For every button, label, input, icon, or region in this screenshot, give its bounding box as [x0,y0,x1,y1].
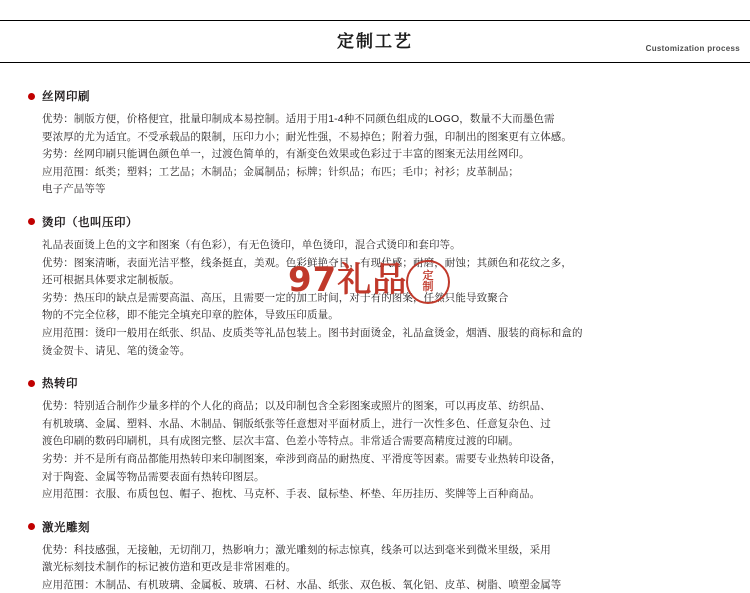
section-heading [28,375,720,391]
section-paragraph: 优势：特别适合制作少量多样的个人化的商品；以及印制包含全彩图案或照片的图案，可以再皮革、纺织品、 [42,400,551,413]
bullet-icon [28,380,35,387]
page-title: 定制工艺 [337,32,413,51]
section-paragraph: 要浓厚的尤为适宜。不受承载品的限制，压印力小；耐光性强，不易掉色；附着力强，印制出的图案更有立体感。 [42,130,572,143]
bullet-icon [28,218,35,225]
section-title: 热转印 [42,378,78,391]
section-silkscreen [28,88,720,198]
page-subtitle: Customization process [645,44,740,53]
section-hot-stamping [28,214,720,359]
section-title: 激光雕刻 [42,521,90,534]
section-paragraph: 优势：制版方便，价格便宜，批量印制成本易控制。适用于用1-4种不同颜色组成的LOGO，数量不大而墨色需 [42,113,555,125]
watermark-seal-line2: 制 [422,281,434,293]
section-paragraph: 优势：科技感强，无接触，无切削刀，热影响力；激光雕刻的标志惊真，线条可以达到毫米到微米里级，采用 [42,543,551,556]
section-paragraph: 应用范围：木制品、有机玻璃、金属板、玻璃、石材、水晶、纸张、双色板、氧化铝、皮革、树脂、喷塑金属等 [42,578,562,591]
section-paragraph: 应用范围：衣服、布质包包、帽子、抱枕、马克杯、手表、鼠标垫、杯垫、年历挂历、奖牌等上百种商品。 [42,488,541,501]
section-heading [28,519,720,535]
section-paragraph: 激光标刻技术制作的标记被仿造和更改是非常困难的。 [42,561,297,574]
section-heading [28,88,720,104]
section-paragraph: 对于陶瓷、金属等物品需要表面有热转印图层。 [42,470,265,483]
section-laser-engraving [28,519,720,593]
section-paragraph: 应用范围：纸类；塑料；工艺品；木制品；金属制品；标牌；针织品；布匹；毛巾；衬衫；皮革制品； [42,165,519,178]
section-paragraph: 劣势：热压印的缺点是需要高温、高压，且需要一定的加工时间，对于有的图案，任然只能导致聚合 [42,291,509,304]
section-paragraph: 应用范围：烫印一般用在纸张、织品、皮质类等礼品包装上。图书封面烫金，礼品盒烫金，烟酒、服装的商标和盒的 [42,326,583,339]
document-content [0,88,750,593]
bullet-icon [28,93,35,100]
watermark-text: 97礼品 [288,260,408,300]
section-title: 丝网印刷 [42,91,90,103]
section-paragraph: 劣势：丝网印刷只能调色颜色单一，过渡色简单的，有渐变色效果或色彩过于丰富的图案无法用丝网印。 [42,148,530,161]
section-paragraph: 有机玻璃、金属、塑料、水晶、木制品、铜版纸张等任意想对平面材质上，进行一次性多色、任意复杂色、过 [42,417,551,430]
section-title: 烫印（也叫压印） [42,216,138,229]
section-paragraph: 渡色印刷的数码印刷机，具有成图完整、层次丰富、色差小等特点。非常适合需要高精度过渡的印刷。 [42,435,519,448]
section-paragraph: 电子产品等等 [42,183,106,196]
section-paragraph: 烫金贺卡、请见、笔的烫金等。 [42,344,191,357]
section-paragraph: 劣势：并不是所有商品都能用热转印来印制图案，牵涉到商品的耐热度、平滑度等因素。需要专业热转印设备， [42,452,562,465]
section-heat-transfer [28,375,720,503]
watermark-seal-line1: 定 [422,270,434,282]
header-top-rule [0,20,750,21]
section-paragraph: 还可根据具体要求定制板版。 [42,274,180,287]
bullet-icon [28,523,35,530]
document-header [0,0,750,66]
section-paragraph: 物的不完全位移，即不能完全填充印章的腔体，导致压印质量。 [42,309,339,322]
header-bottom-rule [0,62,750,63]
section-paragraph: 礼品表面烫上色的文字和图案（有色彩），有无色烫印，单色烫印，混合式烫印和套印等。 [42,238,461,251]
section-heading [28,214,720,230]
section-paragraph: 优势：图案清晰，表面光洁平整，线条挺直，美观。色彩鲜艳夺目，有现代感；耐磨，耐蚀；其颜色和花纹之多， [42,256,572,269]
